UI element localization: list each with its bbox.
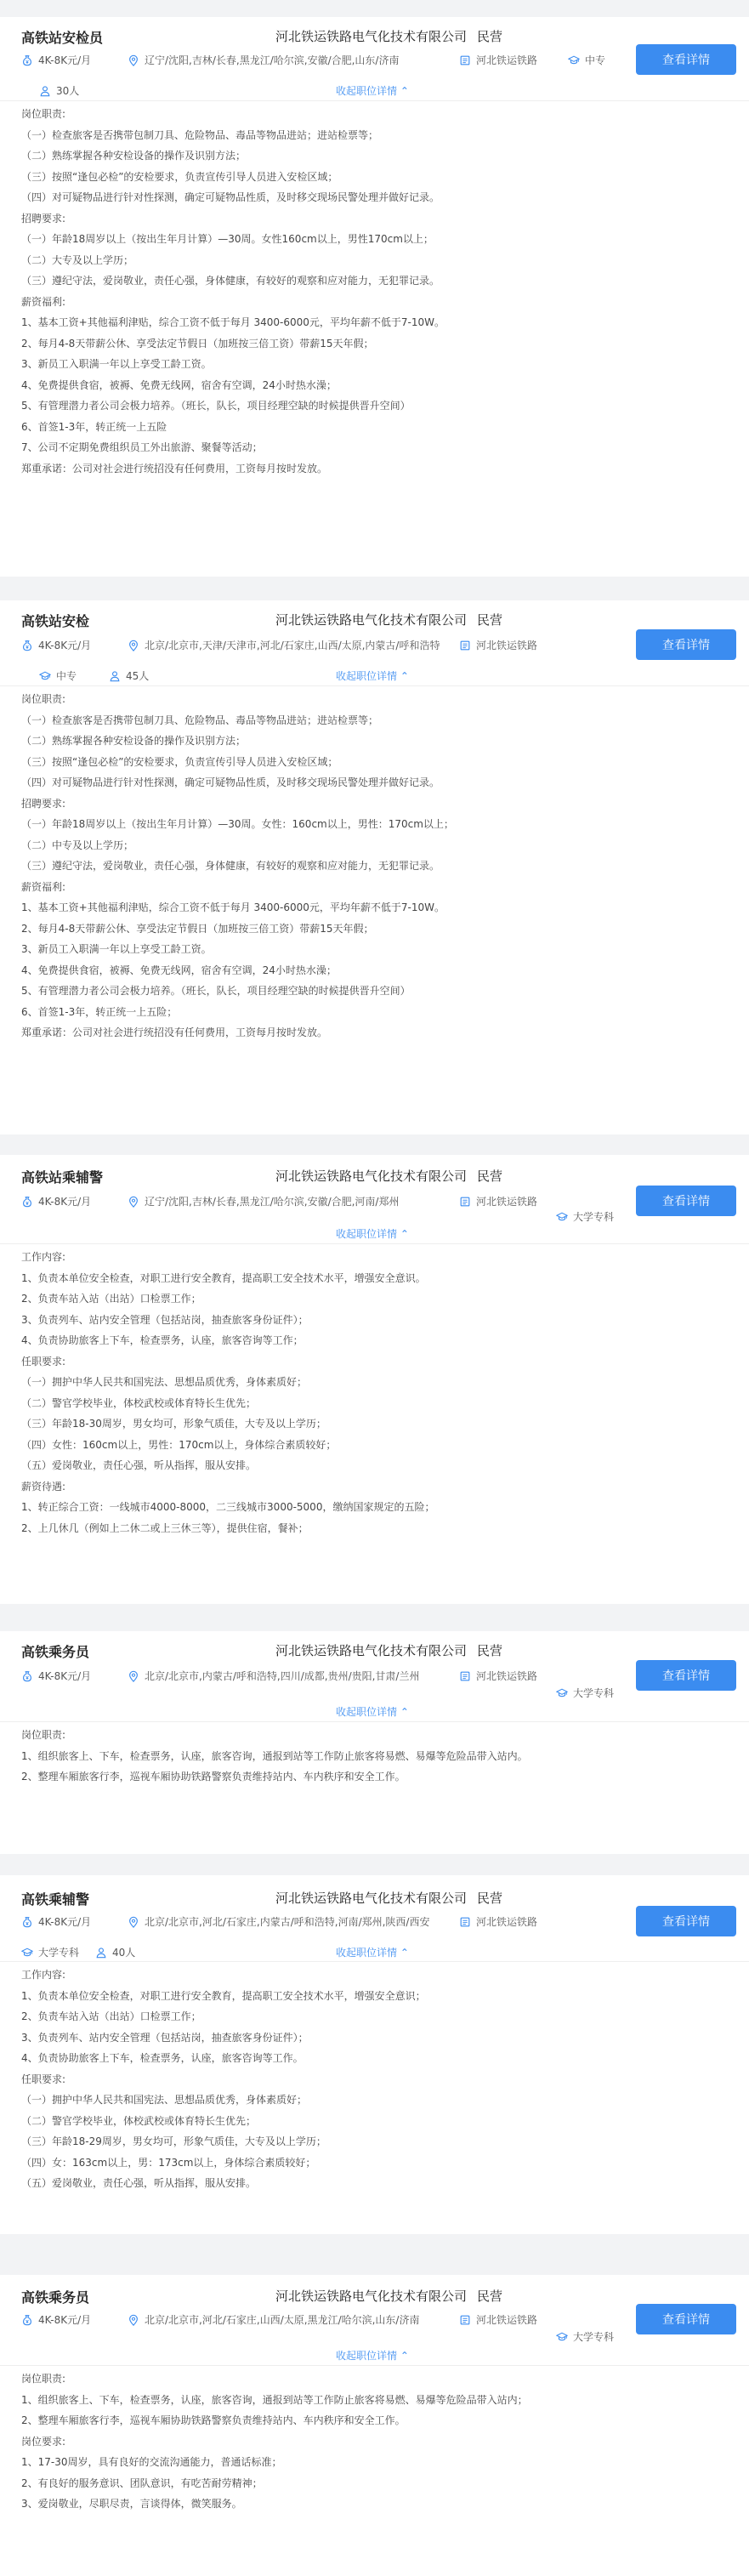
description-line: 3、负责列车、站内安全管理（包括站岗，抽查旅客身份证件）；: [21, 1313, 309, 1326]
description-line: 工作内容:: [21, 1969, 66, 1981]
education: [556, 2329, 614, 2344]
company-short-text: 河北铁运铁路: [476, 54, 538, 66]
job-title[interactable]: 高铁乘务员: [21, 1644, 90, 1660]
building-icon: [459, 54, 471, 66]
salary: [21, 1914, 91, 1929]
view-details-button[interactable]: 查看详情: [636, 2304, 736, 2334]
job-description: [21, 689, 727, 1043]
description-line: （三）遵纪守法，爱岗敬业，责任心强，身体健康，有较好的观察和应对能力，无犯罪记录。: [21, 860, 440, 872]
salary-text: 4K-8K元/月: [38, 1196, 92, 1208]
company-short: [459, 638, 537, 652]
description-line: （一）检查旅客是否携带包制刀具、危险物品、毒品等物品进站；进站检票等；: [21, 714, 379, 726]
description-line: 4、免费提供食宿，被褥、免费无线网，宿舍有空调，24小时热水澡；: [21, 964, 337, 976]
view-details-button[interactable]: 查看详情: [636, 1906, 736, 1936]
description-line: （四）对可疑物品进行针对性探测，确定可疑物品性质，及时移交现场民警处理并做好记录。: [21, 191, 440, 203]
location-icon: [128, 640, 139, 651]
company-short-text: 河北铁运铁路: [476, 1670, 538, 1682]
description-line: 2、整理车厢旅客行李，巡视车厢协助铁路警察负责维持站内、车内秩序和安全工作。: [21, 2414, 406, 2426]
location-icon: [128, 1670, 139, 1682]
description-line: （二）中专及以上学历；: [21, 839, 134, 851]
description-line: （四）女性：160cm以上，男性：170cm以上，身体综合素质较好；: [21, 1438, 337, 1451]
company-name[interactable]: [275, 1167, 502, 1185]
company-name[interactable]: [275, 611, 502, 628]
description-line: （一）年龄18周岁以上（按出生年月计算）—30周。女性：160cm以上，男性：170cm以上；: [21, 818, 454, 830]
work-locations-text: 北京/北京市,天津/天津市,河北/石家庄,山西/太原,内蒙古/呼和浩特: [145, 640, 440, 651]
salary-text: 4K-8K元/月: [38, 1916, 92, 1928]
graduation-cap-icon: [39, 670, 51, 682]
description-line: 2、每月4-8天带薪公休、享受法定节假日（加班按三倍工资）带薪15天年假；: [21, 922, 374, 935]
description-line: 任职要求:: [21, 1355, 66, 1368]
company-short-text: 河北铁运铁路: [476, 640, 538, 651]
collapse-details-link[interactable]: [336, 83, 409, 98]
salary-text: 4K-8K元/月: [38, 2314, 92, 2326]
description-line: 1、17-30周岁，具有良好的交流沟通能力，普通话标准；: [21, 2456, 282, 2468]
salary-text: 4K-8K元/月: [38, 640, 92, 651]
money-bag-icon: [21, 1916, 33, 1928]
salary: [21, 638, 91, 652]
work-locations-text: 北京/北京市,内蒙古/呼和浩特,四川/成都,贵州/贵阳,甘肃/兰州: [145, 1670, 420, 1682]
description-line: 岗位职责:: [21, 693, 66, 705]
chevron-up-icon: ⌃: [397, 1947, 409, 1959]
company-short: [459, 1669, 537, 1683]
salary: [21, 2312, 91, 2327]
education-text: 大学专科: [573, 2331, 615, 2343]
job-card: [0, 1631, 749, 1854]
description-line: 薪资待遇:: [21, 1480, 66, 1493]
description-line: （三）年龄18-30周岁，男女均可，形象气质佳，大专及以上学历；: [21, 1418, 326, 1430]
job-card: [0, 600, 749, 1134]
work-locations-text: 辽宁/沈阳,吉林/长春,黑龙江/哈尔滨,安徽/合肥,河南/郑州: [145, 1196, 400, 1208]
description-line: 招聘要求:: [21, 797, 66, 810]
building-icon: [459, 640, 471, 651]
company-nature: 民营: [477, 2289, 503, 2304]
description-line: 岗位职责:: [21, 2373, 66, 2385]
collapse-details-link[interactable]: [336, 2348, 409, 2363]
description-line: 3、爱岗敬业，尽职尽责，言谈得体，微笑服务。: [21, 2498, 242, 2510]
headcount: [39, 83, 79, 98]
chevron-up-icon: ⌃: [397, 1228, 409, 1240]
company-short: [459, 2312, 537, 2327]
collapse-details-link[interactable]: [336, 668, 409, 683]
salary-text: 4K-8K元/月: [38, 1670, 92, 1682]
description-line: 任职要求:: [21, 2073, 66, 2085]
divider: [0, 100, 749, 101]
description-line: 5、有管理潜力者公司会极力培养。（班长，队长，项目经理空缺的时候提供晋升空间）: [21, 985, 411, 997]
description-line: （一）拥护中华人民共和国宪法、思想品质优秀，身体素质好；: [21, 2094, 308, 2106]
headcount: [109, 668, 149, 683]
job-card: [0, 1155, 749, 1604]
job-title[interactable]: 高铁站安检: [21, 613, 90, 629]
work-locations: [128, 1669, 419, 1683]
work-locations-text: 北京/北京市,河北/石家庄,内蒙古/呼和浩特,河南/郑州,陕西/西安: [145, 1916, 430, 1928]
job-description: [21, 2368, 727, 2515]
description-line: （二）警官学校毕业，体校武校或体育特长生优先；: [21, 1396, 257, 1409]
view-details-button[interactable]: 查看详情: [636, 629, 736, 660]
description-line: （四）对可疑物品进行针对性探测，确定可疑物品性质，及时移交现场民警处理并做好记录。: [21, 776, 440, 788]
description-line: （一）拥护中华人民共和国宪法、思想品质优秀，身体素质好；: [21, 1376, 308, 1388]
collapse-details-label: 收起职位详情: [336, 1228, 398, 1240]
education-text: 大学专科: [573, 1211, 615, 1223]
education: [556, 1686, 614, 1700]
job-description: [21, 1247, 727, 1538]
company-short: [459, 53, 537, 67]
company-name-text: 河北铁运铁路电气化技术有限公司: [275, 1169, 468, 1184]
location-icon: [128, 54, 139, 66]
work-locations: [128, 638, 440, 652]
company-nature: 民营: [477, 1643, 503, 1658]
description-line: （三）年龄18-29周岁，男女均可，形象气质佳，大专及以上学历；: [21, 2135, 326, 2147]
description-line: 1、组织旅客上、下车，检查票务，认座，旅客咨询，通报到站等工作防止旅客将易燃、易爆等危险品带入站内。: [21, 1749, 528, 1762]
education-text: 中专: [56, 670, 77, 682]
money-bag-icon: [21, 640, 33, 651]
description-line: （二）大专及以上学历；: [21, 253, 134, 266]
description-line: 3、负责列车、站内安全管理（包括站岗，抽查旅客身份证件）；: [21, 2031, 309, 2044]
money-bag-icon: [21, 1670, 33, 1682]
description-line: 1、转正综合工资：一线城市4000-8000，二三线城市3000-5000，缴纳国家规定的五险；: [21, 1501, 435, 1513]
job-description: [21, 104, 727, 479]
description-line: 2、有良好的服务意识、团队意识，有吃苦耐劳精神；: [21, 2476, 263, 2489]
work-locations: [128, 1914, 429, 1929]
company-nature: 民营: [477, 29, 503, 44]
education-text: 大学专科: [573, 1687, 615, 1699]
company-name-text: 河北铁运铁路电气化技术有限公司: [275, 1643, 468, 1658]
company-short: [459, 1914, 537, 1929]
description-line: （一）年龄18周岁以上（按出生年月计算）—30周。女性160cm以上，男性170cm以上；: [21, 233, 434, 245]
chevron-up-icon: ⌃: [397, 2350, 409, 2362]
description-line: 1、基本工资+其他福利津贴，综合工资不低于每月 3400-6000元，平均年薪不低于7-10W。: [21, 901, 445, 913]
description-line: 1、负责本单位安全检查，对职工进行安全教育，提高职工安全技术水平，增强安全意识；: [21, 1989, 426, 2002]
company-name[interactable]: [275, 27, 502, 45]
collapse-details-link[interactable]: [336, 1704, 409, 1719]
company-nature: 民营: [477, 1891, 503, 1906]
job-card: [0, 2275, 749, 2576]
description-line: 1、负责本单位安全检查，对职工进行安全教育，提高职工安全技术水平，增强安全意识。: [21, 1271, 426, 1284]
money-bag-icon: [21, 1196, 33, 1208]
job-title[interactable]: 高铁站乘辅警: [21, 1169, 104, 1186]
company-name[interactable]: [275, 1641, 502, 1659]
education: [568, 53, 605, 67]
company-nature: 民营: [477, 1169, 503, 1184]
divider: [0, 2365, 749, 2366]
collapse-details-label: 收起职位详情: [336, 2350, 398, 2362]
work-locations-text: 北京/北京市,河北/石家庄,山西/太原,黑龙江/哈尔滨,山东/济南: [145, 2314, 420, 2326]
building-icon: [459, 1196, 471, 1208]
description-line: 6、首签1-3年，转正统一上五险: [21, 420, 167, 433]
view-details-button[interactable]: 查看详情: [636, 44, 736, 75]
divider: [0, 1721, 749, 1722]
education: [556, 1209, 614, 1224]
education-text: 大学专科: [38, 1947, 80, 1959]
company-name-text: 河北铁运铁路电气化技术有限公司: [275, 612, 468, 628]
divider: [0, 685, 749, 686]
description-line: 岗位职责:: [21, 108, 66, 120]
collapse-details-link[interactable]: [336, 1945, 409, 1959]
description-line: 5、有管理潜力者公司会极力培养。（班长，队长，项目经理空缺的时候提供晋升空间）: [21, 400, 411, 412]
building-icon: [459, 1916, 471, 1928]
people-icon: [39, 85, 51, 97]
company-name[interactable]: [275, 2287, 502, 2305]
divider: [0, 1243, 749, 1244]
description-line: 2、整理车厢旅客行李，巡视车厢协助铁路警察负责维持站内、车内秩序和安全工作。: [21, 1771, 406, 1783]
salary: [21, 1669, 91, 1683]
company-name[interactable]: [275, 1889, 502, 1907]
description-line: 2、负责车站入站（出站）口检票工作；: [21, 1293, 201, 1305]
company-name-text: 河北铁运铁路电气化技术有限公司: [275, 1891, 468, 1906]
description-line: 6、首签1-3年，转正统一上五险；: [21, 1005, 178, 1018]
view-details-button[interactable]: 查看详情: [636, 1186, 736, 1216]
collapse-details-label: 收起职位详情: [336, 1947, 398, 1959]
location-icon: [128, 2314, 139, 2326]
money-bag-icon: [21, 54, 33, 66]
graduation-cap-icon: [556, 1211, 568, 1223]
salary: [21, 1194, 91, 1208]
description-line: 工作内容:: [21, 1251, 66, 1263]
graduation-cap-icon: [556, 1687, 568, 1699]
description-line: （三）按照“逢包必检”的安检要求，负责宣传引导人员进入安检区域；: [21, 755, 338, 768]
job-description: [21, 1725, 727, 1788]
description-line: 3、新员工入职满一年以上享受工龄工资。: [21, 358, 212, 370]
education: [21, 1945, 79, 1959]
divider: [0, 1961, 749, 1962]
description-line: 薪资福利:: [21, 880, 66, 893]
headcount-text: 45人: [126, 670, 150, 682]
education: [39, 668, 77, 683]
company-short: [459, 1194, 537, 1208]
description-line: （五）爱岗敬业，责任心强，听从指挥，服从安排。: [21, 1459, 257, 1471]
headcount-text: 40人: [112, 1947, 136, 1959]
location-icon: [128, 1916, 139, 1928]
location-icon: [128, 1196, 139, 1208]
description-line: （二）熟练掌握各种安检设备的操作及识别方法；: [21, 150, 247, 162]
view-details-button[interactable]: 查看详情: [636, 1660, 736, 1691]
headcount-text: 30人: [56, 85, 80, 97]
description-line: （四）女：163cm以上，男：173cm以上，身体综合素质较好；: [21, 2156, 316, 2169]
job-card: [0, 17, 749, 577]
description-line: 4、免费提供食宿，被褥、免费无线网，宿舍有空调，24小时热水澡；: [21, 378, 337, 391]
collapse-details-label: 收起职位详情: [336, 670, 398, 682]
chevron-up-icon: ⌃: [397, 1706, 409, 1718]
chevron-up-icon: ⌃: [397, 85, 409, 97]
work-locations: [128, 53, 399, 67]
people-icon: [109, 670, 121, 682]
description-line: （二）熟练掌握各种安检设备的操作及识别方法；: [21, 735, 247, 747]
salary-text: 4K-8K元/月: [38, 54, 92, 66]
description-line: 3、新员工入职满一年以上享受工龄工资。: [21, 943, 212, 955]
job-card: [0, 1875, 749, 2234]
job-description: [21, 1965, 727, 2194]
job-title[interactable]: 高铁站安检员: [21, 30, 104, 46]
money-bag-icon: [21, 2314, 33, 2326]
graduation-cap-icon: [21, 1947, 33, 1959]
graduation-cap-icon: [556, 2331, 568, 2343]
education-text: 中专: [585, 54, 606, 66]
description-line: （三）按照“逢包必检”的安检要求，负责宣传引导人员进入安检区域；: [21, 170, 338, 183]
description-line: 2、上几休几（例如上二休二或上三休三等），提供住宿，餐补；: [21, 1521, 309, 1534]
work-locations: [128, 2312, 419, 2327]
description-line: 1、组织旅客上、下车，检查票务，认座，旅客咨询，通报到站等工作防止旅客将易燃、易爆等危险品带入站内；: [21, 2393, 528, 2406]
description-line: 郑重承诺：公司对社会进行统招没有任何费用，工资每月按时发放。: [21, 462, 328, 475]
headcount: [95, 1945, 135, 1959]
job-title[interactable]: 高铁乘辅警: [21, 1891, 90, 1908]
description-line: （二）警官学校毕业，体校武校或体育特长生优先；: [21, 2114, 257, 2127]
work-locations-text: 辽宁/沈阳,吉林/长春,黑龙江/哈尔滨,安徽/合肥,山东/济南: [145, 54, 400, 66]
description-line: 招聘要求:: [21, 212, 66, 225]
description-line: 1、基本工资+其他福利津贴，综合工资不低于每月 3400-6000元，平均年薪不低于7-10W。: [21, 316, 445, 328]
building-icon: [459, 2314, 471, 2326]
description-line: 7、公司不定期免费组织员工外出旅游、聚餐等活动；: [21, 441, 263, 453]
building-icon: [459, 1670, 471, 1682]
people-icon: [95, 1947, 107, 1959]
company-name-text: 河北铁运铁路电气化技术有限公司: [275, 2289, 468, 2304]
work-locations: [128, 1194, 399, 1208]
company-short-text: 河北铁运铁路: [476, 2314, 538, 2326]
description-line: 岗位要求:: [21, 2435, 66, 2448]
description-line: （五）爱岗敬业，责任心强，听从指挥，服从安排。: [21, 2177, 257, 2189]
description-line: 2、负责车站入站（出站）口检票工作；: [21, 2010, 201, 2022]
collapse-details-link[interactable]: [336, 1226, 409, 1241]
description-line: 2、每月4-8天带薪公休、享受法定节假日（加班按三倍工资）带薪15天年假；: [21, 337, 374, 350]
chevron-up-icon: ⌃: [397, 670, 409, 682]
description-line: 岗位职责:: [21, 1729, 66, 1741]
company-short-text: 河北铁运铁路: [476, 1916, 538, 1928]
collapse-details-label: 收起职位详情: [336, 85, 398, 97]
company-name-text: 河北铁运铁路电气化技术有限公司: [275, 29, 468, 44]
graduation-cap-icon: [568, 54, 580, 66]
job-title[interactable]: 高铁乘务员: [21, 2289, 90, 2306]
description-line: （三）遵纪守法，爱岗敬业，责任心强，身体健康，有较好的观察和应对能力，无犯罪记录。: [21, 275, 440, 287]
description-line: 郑重承诺：公司对社会进行统招没有任何费用，工资每月按时发放。: [21, 1026, 328, 1038]
company-short-text: 河北铁运铁路: [476, 1196, 538, 1208]
description-line: 薪资福利:: [21, 295, 66, 308]
description-line: 4、负责协助旅客上下车，检查票务，认座，旅客咨询等工作。: [21, 2052, 304, 2064]
salary: [21, 53, 91, 67]
company-nature: 民营: [477, 612, 503, 628]
description-line: （一）检查旅客是否携带包制刀具、危险物品、毒品等物品进站；进站检票等；: [21, 128, 379, 141]
collapse-details-label: 收起职位详情: [336, 1706, 398, 1718]
description-line: 4、负责协助旅客上下车，检查票务，认座，旅客咨询等工作；: [21, 1334, 304, 1346]
